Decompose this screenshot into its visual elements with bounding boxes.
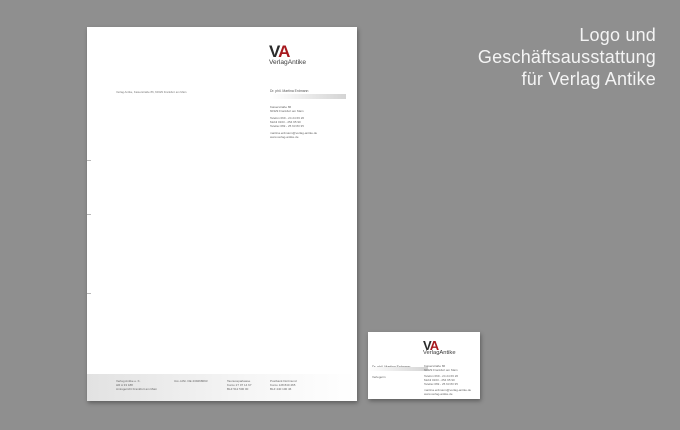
card-city: 60329 Frankfurt am Main [424,368,458,372]
card-fax: Telefax 069 - 25 63 83 35 [424,382,458,386]
headline-line-3: für Verlag Antike [521,69,656,89]
logo-brand: VerlagAntike [269,59,307,66]
footer-text: Postbank Dortmund [270,379,297,383]
contact-fax: Telefax 069 - 25 63 83 35 [270,124,304,128]
footer-text: Verlag Antike e. K. [116,379,141,383]
footer-text: Amtsgericht Frankfurt am Main [116,387,158,391]
footer-col-bank-1 [227,379,252,391]
contact-email: martina.erdmann@verlag-antike.de [270,131,318,135]
card-address [424,364,471,396]
logo-letter-a: A [429,338,439,353]
contact-city: 60329 Frankfurt am Main [270,109,304,113]
contact-mobile: Mobil 0163 - 254 95 90 [270,120,301,124]
logo-mark [269,43,306,60]
card-role: Verlegerin [372,375,386,379]
logo-letter-v: V [269,42,279,61]
card-street: Kaiserstraße 86 [424,364,446,368]
footer-text: Konto 27 07 14 67 [227,383,252,387]
footer-text: Ust.-IdNr. DE 239268093 [174,379,208,383]
headline [478,24,656,90]
fold-mark [87,214,91,215]
footer-col-company [116,379,157,391]
card-email: martina.erdmann@verlag-antike.de [424,388,472,392]
card-web: www.verlag-antike.de [424,392,453,396]
footer-text: Konto 128 840 465 [270,383,296,387]
card-phone: Telefon 069 - 24 24 66 26 [424,374,459,378]
letterhead-sheet [87,27,357,401]
contact-web: www.verlag-antike.de [270,135,299,139]
fold-mark [87,160,91,161]
card-mobile: Mobil 0163 - 254 95 90 [424,378,455,382]
card-logo [423,339,456,357]
logo-letter-v: V [423,338,430,353]
card-bar [368,367,428,371]
footer-text: BLZ 440 100 46 [270,387,292,391]
contact-name: Dr. phil. Martina Erdmann [270,89,309,93]
headline-line-2: Geschäftsausstattung [477,47,656,67]
contact-block [270,89,346,139]
logo-letter-a: A [278,42,290,61]
headline-line-1: Logo und [579,25,656,45]
sender-line: Verlag Antike, Kaiserstraße 86, 60329 Frankfurt am Main [116,90,187,94]
logo-brand: VerlagAntike [423,350,456,356]
footer-col-bank-2 [270,379,297,391]
letterhead-logo [269,43,306,67]
letterhead-footer [87,374,357,401]
contact-street: Kaiserstraße 86 [270,105,292,109]
punch-mark [87,293,91,294]
business-card [368,332,480,399]
footer-text: BLZ 512 500 00 [227,387,249,391]
footer-text: Taunussparkasse [227,379,251,383]
footer-text: HR A 33 188 [116,383,133,387]
footer-col-tax [174,379,208,383]
contact-phone: Telefon 069 - 24 24 66 26 [270,116,305,120]
